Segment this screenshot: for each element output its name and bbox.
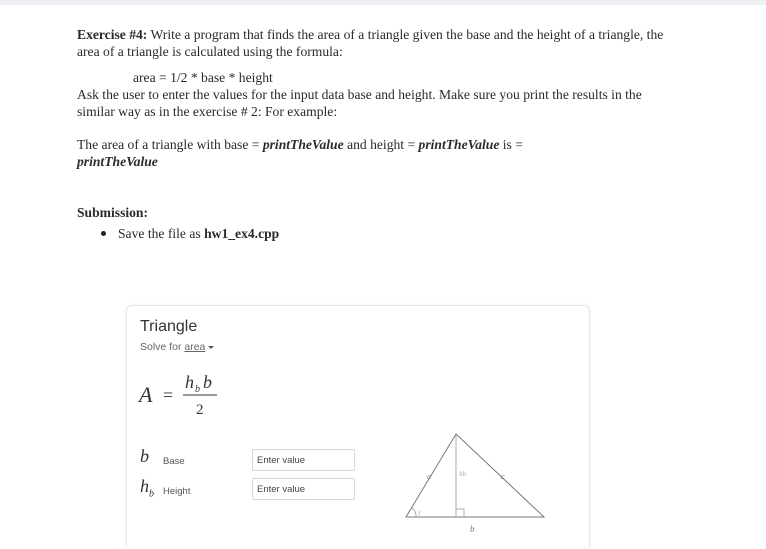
height-symbol-sub: b: [149, 488, 154, 500]
equation-lhs: A: [139, 382, 153, 407]
bullet-filename: hw1_ex4.cpp: [204, 226, 280, 241]
exercise-text: Write a program that finds the area of a triangle given the base and the height of a triangle, the area of a triangle is calculated using the formula:: [77, 27, 664, 59]
example-var-base: printTheValue: [262, 137, 344, 152]
triangle-calculator-card: [126, 305, 590, 547]
bullet-dot-icon: [101, 231, 106, 236]
angle-arc: [412, 508, 416, 517]
top-divider: [0, 0, 766, 5]
side-a-label: a: [427, 472, 431, 481]
equation-numerator-sub: b: [195, 384, 200, 395]
side-c-label: c: [501, 472, 505, 481]
height-label: Height: [163, 486, 191, 497]
height-symbol: [140, 476, 154, 500]
triangle-diagram: [402, 424, 552, 549]
height-symbol-letter: h: [140, 476, 149, 496]
example-mid: and height =: [347, 137, 416, 152]
submission-heading: Submission:: [77, 205, 149, 220]
exercise-label: Exercise #4:: [77, 27, 148, 42]
example-paragraph: [77, 136, 677, 170]
example-var-result: printTheValue: [77, 154, 158, 169]
equation-numerator-b: b: [203, 372, 212, 392]
solve-target-link[interactable]: area: [184, 341, 206, 353]
document-body: [77, 26, 677, 242]
base-input[interactable]: [252, 449, 355, 471]
base-symbol: b: [140, 446, 149, 466]
height-input[interactable]: [252, 478, 355, 500]
angle-label: γ: [418, 508, 421, 516]
equation-equals: =: [163, 385, 174, 405]
equation-denominator: 2: [196, 402, 204, 418]
base-diagram-label: b: [470, 524, 475, 534]
example-var-height: printTheValue: [418, 137, 500, 152]
example-is: is =: [502, 137, 523, 152]
area-equation: [137, 368, 237, 424]
example-prefix: The area of a triangle with base =: [77, 137, 260, 152]
right-angle-marker: [456, 509, 464, 517]
chevron-down-icon[interactable]: [208, 346, 214, 349]
instructions-paragraph: Ask the user to enter the values for the input data base and height. Make sure you print the results in the similar way as in the exercise # 2: For example:: [77, 87, 642, 119]
bullet-prefix: Save the file as: [118, 226, 201, 241]
exercise-paragraph: [77, 26, 677, 60]
calculator-title: Triangle: [140, 318, 198, 335]
solve-for-selector[interactable]: [140, 341, 214, 353]
area-formula: area = 1/2 * base * height: [133, 70, 273, 85]
solve-prefix: Solve for: [140, 341, 182, 353]
base-label: Base: [163, 456, 185, 467]
height-diagram-label: hb: [459, 470, 466, 478]
submission-bullet: [77, 225, 677, 242]
equation-numerator-h: h: [185, 372, 194, 392]
